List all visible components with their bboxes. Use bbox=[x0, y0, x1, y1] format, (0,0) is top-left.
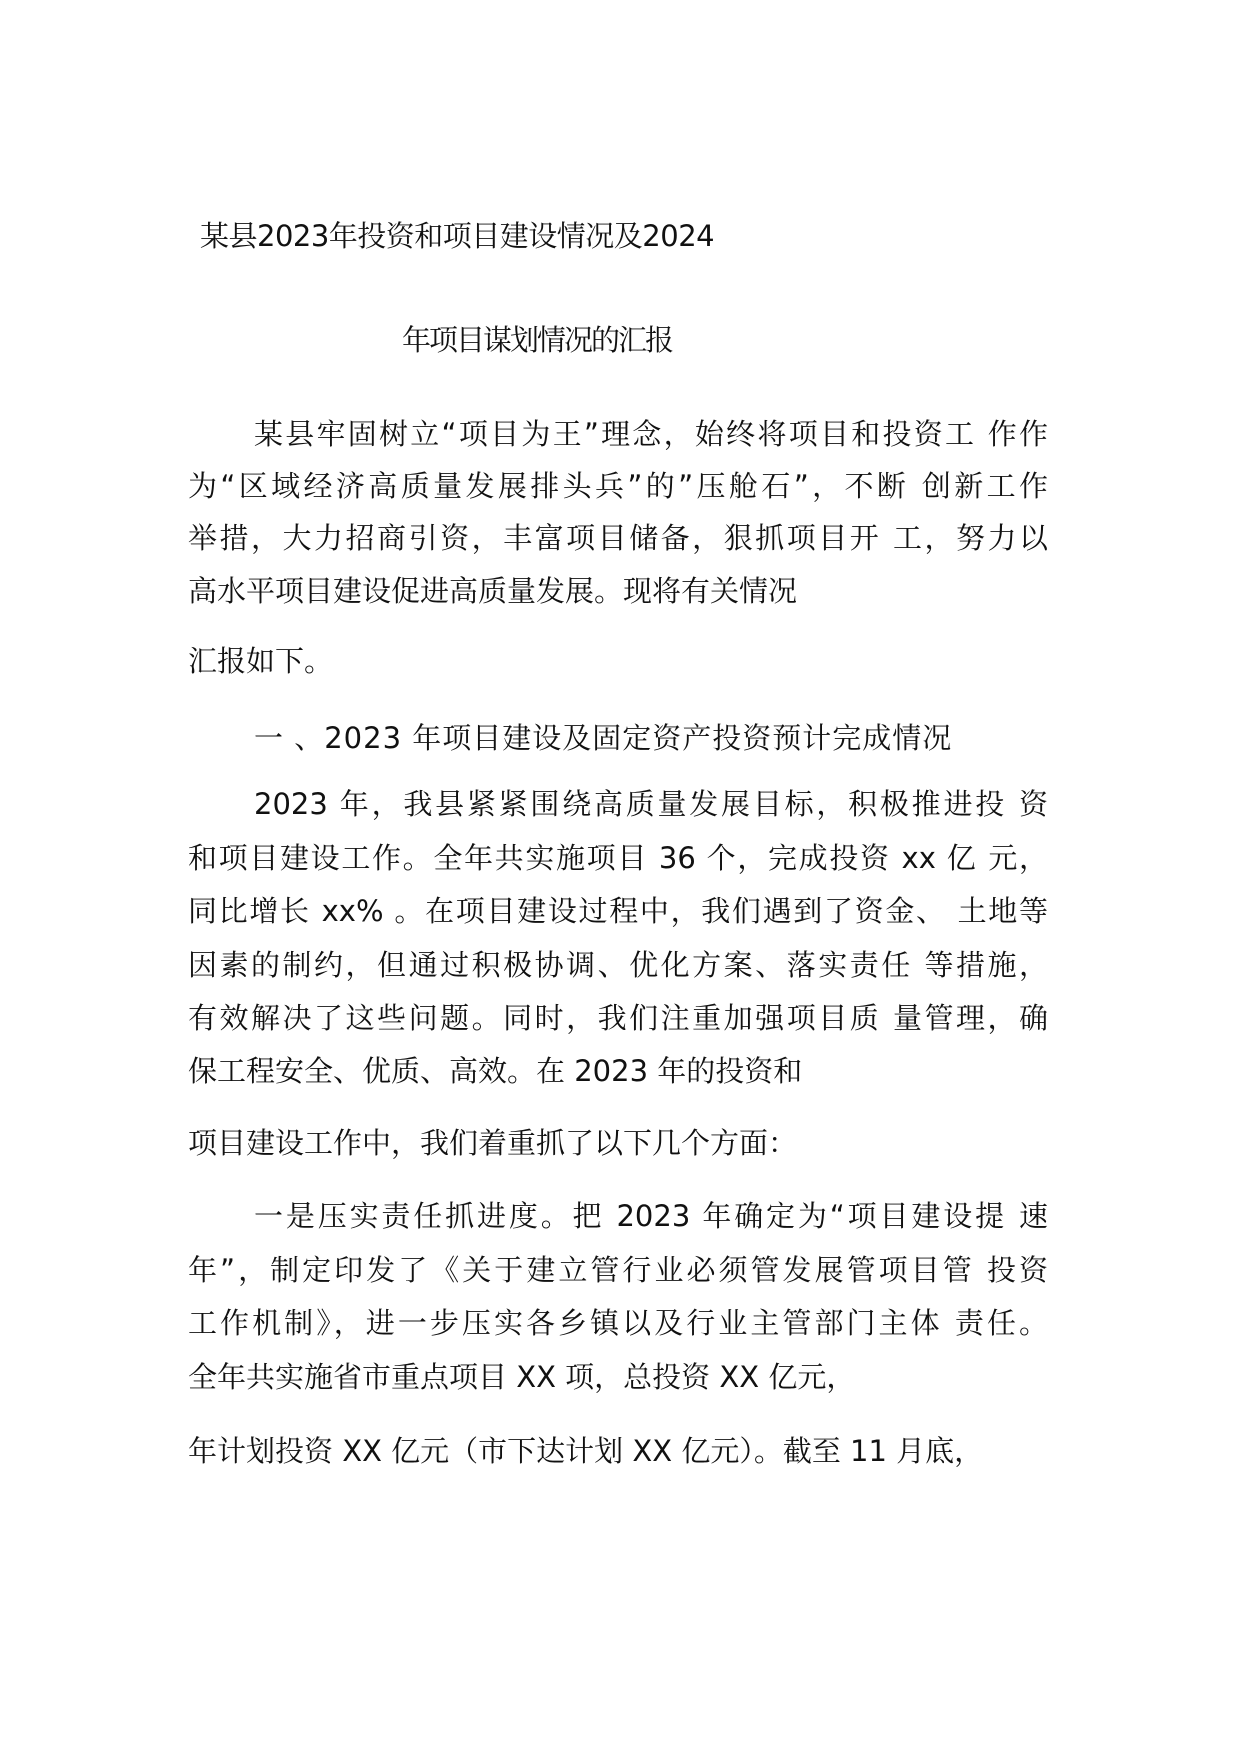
paragraph-line: 高水平项目建设促进高质量发展。现将有关情况 bbox=[188, 574, 798, 608]
paragraph-line: 2023 年，我县紧紧围绕高质量发展目标，积极推进投 资 bbox=[254, 787, 1048, 821]
paragraph-line: 因素的制约，但通过积极协调、优化方案、落实责任 等措施， bbox=[188, 948, 1048, 982]
paragraph-line: 和项目建设工作。全年共实施项目 36 个，完成投资 xx 亿 元， bbox=[188, 841, 1048, 875]
paragraph-line: 工作机制》，进一步压实各乡镇以及行业主管部门主体 责任。 bbox=[188, 1306, 1048, 1340]
paragraph-line: 一是压实责任抓进度。把 2023 年确定为“项目建设提 速 bbox=[254, 1199, 1048, 1233]
paragraph-line: 某县牢固树立“项目为王”理念，始终将项目和投资工 作作 bbox=[254, 417, 1048, 451]
paragraph-line: 举措，大力招商引资，丰富项目储备，狠抓项目开 工，努力以 bbox=[188, 521, 1048, 555]
paragraph-line: 汇报如下。 bbox=[188, 644, 334, 678]
section-heading: 一 、2023 年项目建设及固定资产投资预计完成情况 bbox=[254, 721, 953, 755]
paragraph-line: 年”，制定印发了《关于建立管行业必须管发展管项目管 投资 bbox=[188, 1253, 1048, 1287]
paragraph-line: 同比增长 xx% 。在项目建设过程中，我们遇到了资金、 土地等 bbox=[188, 894, 1048, 928]
paragraph-line: 全年共实施省市重点项目 XX 项，总投资 XX 亿元， bbox=[188, 1360, 856, 1394]
paragraph-line: 保工程安全、优质、高效。在 2023 年的投资和 bbox=[188, 1054, 803, 1088]
document-title-line-2: 年项目谋划情况的汇报 bbox=[402, 323, 673, 357]
paragraph-line: 为“区域经济高质量发展排头兵”的”压舱石”，不断 创新工作 bbox=[188, 469, 1048, 503]
document-title-line-1: 某县2023年投资和项目建设情况及2024 bbox=[200, 219, 715, 253]
paragraph-line: 项目建设工作中，我们着重抓了以下几个方面： bbox=[188, 1126, 798, 1160]
paragraph-line: 有效解决了这些问题。同时，我们注重加强项目质 量管理，确 bbox=[188, 1001, 1048, 1035]
paragraph-line: 年计划投资 XX 亿元（市下达计划 XX 亿元）。截至 11 月底， bbox=[188, 1434, 984, 1468]
